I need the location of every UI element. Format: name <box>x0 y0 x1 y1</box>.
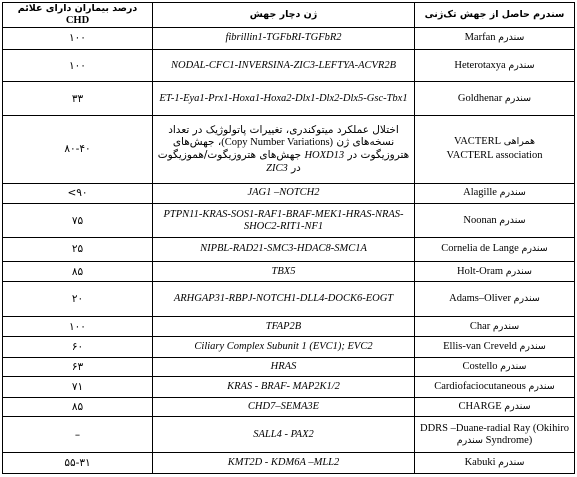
gene-cell: SALL4 - PAX2 <box>153 417 415 453</box>
syndrome-prefix: سندرم <box>505 265 532 277</box>
note-text-1: اختلال عملکرد میتوکندری، تغییرات پاتولوژیک در تعداد نسخه‌های ژن <box>168 123 399 148</box>
header-syndrome <box>415 3 575 28</box>
note-text-2: ، جهش‌های هتروزیگوت در <box>172 135 410 161</box>
percent-cell: ۶۰ <box>3 336 153 357</box>
header-genes-text: ژن دچار جهش <box>249 9 318 20</box>
gene-cell: fibrillin1-TGFbRI-TGFbR2 <box>153 28 415 50</box>
syndrome-prefix: سندرم <box>500 360 527 372</box>
percent-cell: ۱۰۰ <box>3 28 153 50</box>
note-gene-hoxd13: HOXD13 <box>304 149 345 161</box>
syndrome-cell <box>415 417 575 453</box>
table-row <box>3 237 575 261</box>
syndrome-cell <box>415 183 575 204</box>
syndrome-cell <box>415 397 575 417</box>
syndrome-prefix: سندرم <box>492 320 520 332</box>
syndrome-cell <box>415 82 575 116</box>
syndrome-name: Marfan <box>464 32 496 44</box>
syndrome-name: Heterotaxya <box>454 59 506 71</box>
percent-cell: ۲۰ <box>3 282 153 317</box>
gene-cell: KRAS - BRAF- MAP2K1/2 <box>153 377 415 398</box>
table-row <box>3 261 575 282</box>
syndrome-name: Costello <box>462 360 498 372</box>
percent-cell: ۵۵-۳۱ <box>3 453 153 474</box>
header-genes <box>153 3 415 28</box>
gene-cell: NODAL-CFC1-INVERSINA-ZIC3-LEFTYA-ACVR2B <box>153 49 415 82</box>
gene-cell: HRAS <box>153 357 415 377</box>
syndrome-cell <box>415 116 575 183</box>
gene-cell: NIPBL-RAD21-SMC3-HDAC8-SMC1A <box>153 237 415 261</box>
percent-cell: ۸۰-۴۰ <box>3 116 153 183</box>
syndrome-cell <box>415 261 575 282</box>
syndrome-name: DDRS –Duane-radial Ray (Okihiro Syndrome) <box>419 422 569 446</box>
gene-cell-note <box>153 116 415 183</box>
header-syndrome-text: سندرم حاصل از جهش تک‌ژنی <box>424 9 565 20</box>
note-gene-zic3: ZIC3 <box>266 162 288 174</box>
syndrome-prefix: سندرم <box>498 32 525 44</box>
table-row <box>3 317 575 337</box>
gene-cell: JAG1 –NOTCH2 <box>153 183 415 204</box>
percent-cell: ۷۱ <box>3 377 153 398</box>
percent-cell: ۳۳ <box>3 82 153 116</box>
syndrome-name: Goldhenar <box>457 92 503 104</box>
syndrome-prefix: سندرم <box>521 243 548 255</box>
syndrome-name: Cornelia de Lange <box>441 243 519 255</box>
percent-cell: ۸۵ <box>3 261 153 282</box>
header-percent-text: درصد بیماران دارای علائم <box>17 3 138 14</box>
syndrome-cell <box>415 282 575 317</box>
syndrome-name: Alagille <box>463 187 497 199</box>
syndrome-cell <box>415 317 575 337</box>
syndrome-prefix: سندرم <box>513 293 540 305</box>
chd-syndrome-table <box>2 2 575 474</box>
gene-cell: ARHGAP31-RBPJ-NOTCH1-DLL4-DOCK6-EOGT <box>153 282 415 317</box>
syndrome-prefix: سندرم <box>498 457 525 469</box>
syndrome-cell <box>415 28 575 50</box>
percent-cell: ۸۵ <box>3 397 153 417</box>
syndrome-prefix: سندرم <box>504 401 531 413</box>
syndrome-cell <box>415 453 575 474</box>
table-row <box>3 417 575 453</box>
syndrome-name: Char <box>469 320 491 332</box>
syndrome-prefix: سندرم <box>456 434 483 446</box>
syndrome-prefix: سندرم <box>508 59 535 71</box>
header-percent-chd: CHD <box>65 15 90 26</box>
gene-cell: PTPN11-KRAS-SOS1-RAF1-BRAF-MEK1-HRAS-NRAS-SHOC2-RIT1-NF1 <box>153 204 415 238</box>
syndrome-prefix: سندرم <box>519 340 546 352</box>
syndrome-name: CHARGE <box>458 401 502 413</box>
gene-cell: CHD7–SEMA3E <box>153 397 415 417</box>
table-row <box>3 377 575 398</box>
percent-cell: ۲۵ <box>3 237 153 261</box>
header-row <box>3 3 575 28</box>
syndrome-cell <box>415 204 575 238</box>
table-row <box>3 28 575 50</box>
table-row <box>3 116 575 183</box>
table-row <box>3 336 575 357</box>
syndrome-cell <box>415 336 575 357</box>
table-row <box>3 204 575 238</box>
syndrome-name: Holt-Oram <box>457 265 504 277</box>
syndrome-prefix: سندرم <box>504 92 532 104</box>
percent-cell: ۱۰۰ <box>3 49 153 82</box>
syndrome-name: Cardiofaciocutaneous <box>434 380 526 392</box>
gene-cell: ET-1-Eya1-Prx1-Hoxa1-Hoxa2-Dlx1-Dlx2-Dlx5-Gsc-Tbx1 <box>153 82 415 116</box>
table-row <box>3 183 575 204</box>
percent-cell: <۹۰ <box>3 183 153 204</box>
gene-cell: Ciliary Complex Subunit 1 (EVC1); EVC2 <box>153 336 415 357</box>
gene-cell: TFAP2B <box>153 317 415 337</box>
percent-cell: ۷۵ <box>3 204 153 238</box>
syndrome-name: Adams–Oliver <box>449 293 511 305</box>
syndrome-prefix: سندرم <box>528 380 555 392</box>
gene-cell: KMT2D - KDM6A –MLL2 <box>153 453 415 474</box>
syndrome-name: VACTERL <box>454 136 502 148</box>
table-row <box>3 397 575 417</box>
table-row <box>3 357 575 377</box>
table-row <box>3 282 575 317</box>
syndrome-cell <box>415 357 575 377</box>
syndrome-name-2: VACTERL association <box>446 150 543 162</box>
syndrome-cell <box>415 237 575 261</box>
syndrome-cell <box>415 377 575 398</box>
syndrome-name: Noonan <box>463 214 497 226</box>
syndrome-prefix: همراهی <box>503 136 535 148</box>
note-text-3: جهش‌های هتروزیگوت/هموزیگوت در <box>157 148 302 174</box>
syndrome-name: Kabuki <box>464 457 496 469</box>
gene-cell: TBX5 <box>153 261 415 282</box>
syndrome-name: Ellis-van Creveld <box>443 340 517 352</box>
table-row <box>3 82 575 116</box>
table-row <box>3 453 575 474</box>
header-percent <box>3 3 153 28</box>
syndrome-prefix: سندرم <box>499 214 526 226</box>
percent-cell: – <box>3 417 153 453</box>
percent-cell: ۱۰۰ <box>3 317 153 337</box>
note-text-cnv: (Copy Number Variations) <box>221 136 334 148</box>
syndrome-prefix: سندرم <box>499 187 526 199</box>
table-row <box>3 49 575 82</box>
syndrome-cell <box>415 49 575 82</box>
percent-cell: ۶۳ <box>3 357 153 377</box>
